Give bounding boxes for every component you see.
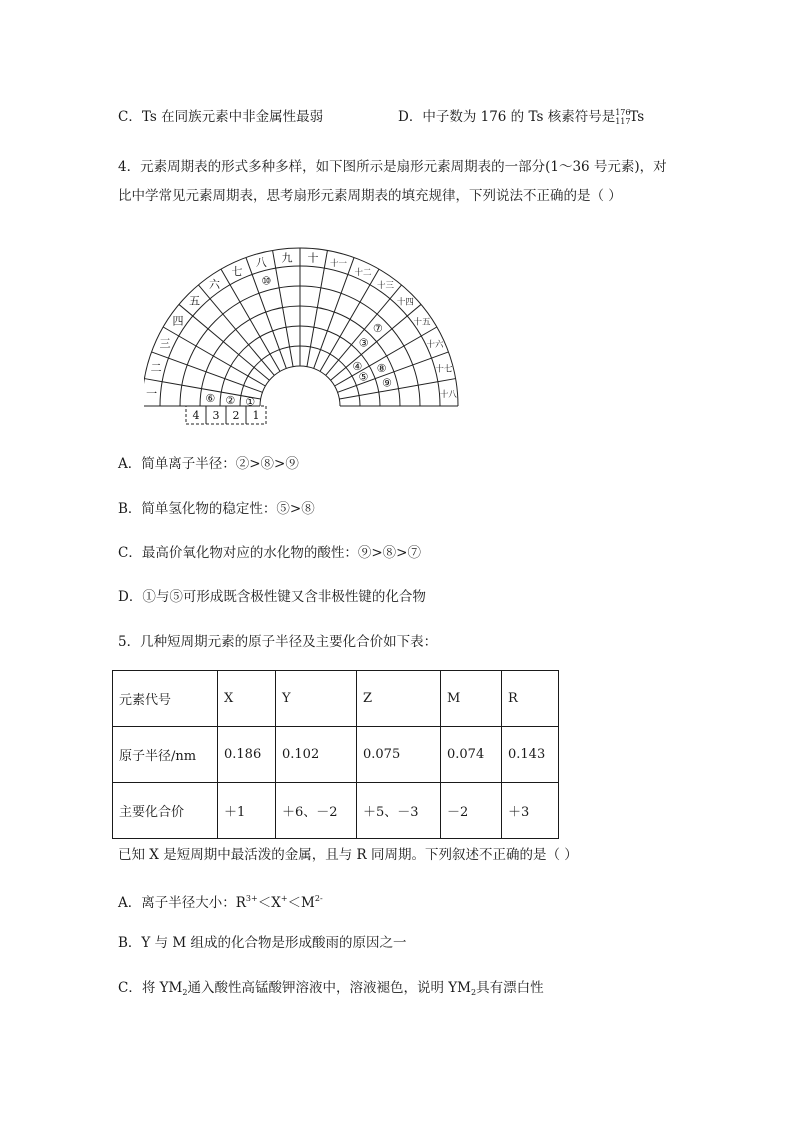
fan-spoke (163, 327, 265, 386)
table-cell: ＋5、－3 (357, 783, 441, 839)
q4-stem-line2: 比中学常见元素周期表，思考扇形元素周期表的填充规律，下列说法不正确的是（ ） (118, 188, 622, 204)
table-row (113, 671, 559, 727)
table-cell: X (218, 671, 276, 727)
table-cell: 0.102 (276, 727, 357, 783)
table-cell: Z (357, 671, 441, 727)
q3-option-d[interactable] (398, 107, 644, 127)
group-label: 十二 (354, 267, 372, 278)
group-label: 四 (172, 314, 184, 328)
table-cell: －2 (441, 783, 502, 839)
group-label: 三 (159, 337, 171, 351)
q5-option-a-text: A．离子半径大小：R (118, 895, 246, 911)
fan-spoke (314, 258, 354, 369)
q5-known: 已知 X 是短周期中最活泼的金属，且与 R 同周期。下列叙述不正确的是（ ） (118, 847, 578, 863)
q5-option-b[interactable]: B．Y 与 M 组成的化合物是形成酸雨的原因之一 (118, 935, 407, 951)
table-cell: 主要化合价 (113, 783, 218, 839)
element-marker: ⑨ (381, 376, 392, 390)
charge-m: 2- (314, 894, 323, 903)
period-number: 1 (252, 409, 260, 422)
table-row (113, 783, 559, 839)
element-marker: ③ (358, 336, 369, 350)
q5-option-a[interactable] (118, 889, 323, 913)
table-cell: 0.074 (441, 727, 502, 783)
table-cell: Y (276, 671, 357, 727)
q3-option-c[interactable]: C．Ts 在同族元素中非金属性最弱 (118, 109, 324, 125)
group-label: 八 (255, 256, 267, 270)
period-number: 2 (232, 409, 240, 422)
element-marker: ⑥ (205, 392, 216, 406)
table-cell: R (502, 671, 559, 727)
q4-option-c[interactable]: C．最高价氧化物对应的水化物的酸性：⑨>⑧>⑦ (118, 545, 421, 561)
table-cell: ＋6、－2 (276, 783, 357, 839)
nuclide-notation: 176 117 (615, 108, 631, 126)
group-label: 十三 (376, 280, 394, 291)
q5-option-a-text: ＜M (287, 895, 315, 911)
q5-option-c-text: 通入酸性高锰酸钾溶液中，溶液褪色，说明 YM (187, 980, 471, 996)
charge-x: + (280, 894, 288, 903)
table-cell: ＋3 (502, 783, 559, 839)
element-marker: ⑧ (376, 361, 387, 375)
q5-stem: 5．几种短周期元素的原子半径及主要化合价如下表： (118, 634, 438, 650)
q5-option-a-text: ＜X (257, 895, 281, 911)
group-label: 十六 (426, 340, 444, 351)
group-label: 一 (146, 387, 158, 401)
group-label: 十八 (439, 390, 457, 401)
fan-spoke (320, 269, 379, 371)
group-label: 十五 (413, 317, 431, 328)
table-cell: 元素代号 (113, 671, 218, 727)
element-marker: ① (245, 395, 256, 409)
group-label: 七 (231, 264, 243, 278)
table-cell: ＋1 (218, 783, 276, 839)
group-label: 六 (209, 277, 221, 291)
q5-option-c-text: 具有漂白性 (476, 980, 544, 996)
q3-option-d-text: D．中子数为 176 的 Ts 核素符号是 (398, 109, 616, 125)
element-table (112, 670, 559, 839)
group-label: 二 (150, 361, 162, 375)
table-cell: 0.186 (218, 727, 276, 783)
element-marker: ⑩ (261, 274, 272, 288)
fan-periodic-table (144, 236, 464, 431)
table-cell: M (441, 671, 502, 727)
subscript: 2 (470, 988, 477, 997)
fan-arc (144, 248, 458, 406)
q4-option-a[interactable]: A．简单离子半径：②>⑧>⑨ (118, 456, 299, 472)
group-label: 五 (189, 294, 201, 308)
q5-option-c-text: C．将 YM (118, 980, 183, 996)
element-marker: ⑤ (358, 370, 369, 384)
q4-stem-line1: 4．元素周期表的形式多种多样，如下图所示是扇形元素周期表的一部分(1～36 号元素)，对 (118, 159, 667, 175)
period-number: 3 (212, 409, 220, 422)
table-cell: 0.075 (357, 727, 441, 783)
q4-option-d[interactable]: D．①与⑤可形成既含极性键又含非极性键的化合物 (118, 589, 426, 605)
nuclide-symbol: Ts (629, 109, 645, 125)
group-label: 十七 (435, 364, 453, 375)
group-label: 十 (307, 251, 319, 265)
group-label: 十一 (330, 259, 348, 270)
period-number: 4 (192, 409, 200, 422)
element-marker: ④ (352, 359, 363, 373)
group-label: 十四 (396, 297, 414, 308)
subscript: 2 (182, 988, 188, 997)
charge-r: 3+ (245, 894, 258, 903)
fan-spoke (152, 352, 263, 392)
element-marker: ② (225, 393, 236, 407)
element-marker: ⑦ (372, 322, 383, 336)
table-cell: 原子半径/nm (113, 727, 218, 783)
table-cell: 0.143 (502, 727, 559, 783)
q5-option-c[interactable] (118, 978, 544, 1003)
q4-option-b[interactable]: B．简单氢化物的稳定性：⑤>⑧ (118, 501, 315, 517)
table-row (113, 727, 559, 783)
group-label: 九 (281, 251, 293, 265)
